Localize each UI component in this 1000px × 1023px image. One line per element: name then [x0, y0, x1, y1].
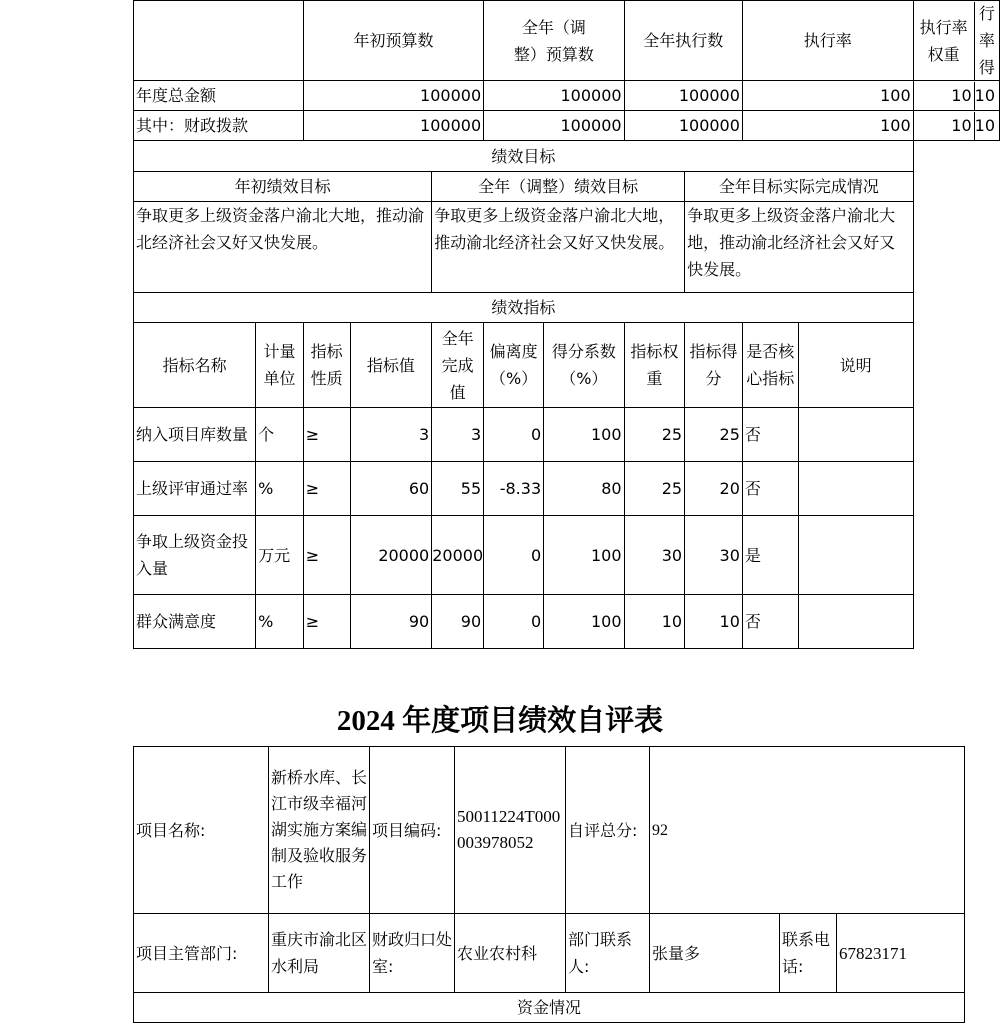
- ind-note: [798, 595, 913, 649]
- table-row: [134, 595, 1000, 649]
- row-initial: 100000: [303, 111, 483, 141]
- ind-header-nature: [303, 323, 350, 408]
- goal-adjusted-text: 争取更多上级资金落户渝北大地，推动渝北经济社会又好又快发展。: [432, 202, 685, 293]
- goals-section-title: 绩效目标: [134, 141, 914, 172]
- ind-core: 否: [742, 408, 798, 462]
- row-score: 10: [974, 85, 995, 105]
- table-row: [134, 81, 1000, 111]
- ind-value: 60: [350, 462, 432, 516]
- ind-deviation: 0: [484, 516, 544, 595]
- ind-deviation: 0: [484, 408, 544, 462]
- ind-header-coef-line1: 得分系数: [551, 342, 616, 361]
- ind-score: 10: [685, 595, 743, 649]
- goal-initial-text: 争取更多上级资金落户渝北大地，推动渝北经济社会又好又快发展。: [134, 202, 432, 293]
- row-weight: 10: [914, 112, 975, 140]
- project-name-label: 项目名称:: [134, 747, 269, 914]
- header-adjusted-line1: 全年（调: [521, 17, 586, 37]
- ind-header-score: [685, 323, 743, 408]
- row-executed: 100000: [624, 111, 742, 141]
- ind-header-unit-line1: 计量: [263, 342, 296, 361]
- header-adjusted-line2: 整）预算数: [513, 44, 594, 64]
- ind-header-weight-line2: 重: [646, 369, 663, 388]
- header-blank-cell: [134, 1, 304, 81]
- ind-header-score-line1: 指标得: [689, 342, 738, 361]
- ind-deviation: -8.33: [484, 462, 544, 516]
- ind-header-unit: [256, 323, 304, 408]
- header-initial-budget-label: 年初预算数: [353, 31, 434, 50]
- ind-value: 90: [350, 595, 432, 649]
- project-code-value: 50011224T000003978052: [455, 747, 566, 914]
- ind-header-name: 指标名称: [134, 323, 256, 408]
- ind-unit: 万元: [256, 516, 304, 595]
- ind-completed: 20000: [432, 516, 484, 595]
- ind-header-deviation-line2: （%）: [490, 369, 538, 388]
- ind-value: 3: [350, 408, 432, 462]
- table-row: [134, 516, 1000, 595]
- ind-weight: 25: [624, 462, 685, 516]
- ind-header-nature-line2: 性质: [310, 369, 343, 388]
- ind-nature: ≥: [303, 462, 350, 516]
- ind-weight: 25: [624, 408, 685, 462]
- ind-header-deviation-line1: 偏离度: [489, 342, 538, 361]
- ind-score: 20: [685, 462, 743, 516]
- goal-actual-text: 争取更多上级资金落户渝北大地，推动渝北经济社会又好又快发展。: [685, 202, 914, 293]
- project-code-label: 项目编码:: [370, 747, 455, 914]
- table-row: [134, 408, 1000, 462]
- ind-coef: 100: [544, 516, 624, 595]
- header-rate-weight: [913, 1, 999, 81]
- row-weight-score: [913, 111, 999, 141]
- row-weight: 10: [914, 82, 975, 110]
- self-score-label: 自评总分:: [566, 747, 650, 914]
- header-rate-weight-line1: 执行率: [919, 17, 968, 37]
- ind-note: [798, 408, 913, 462]
- ind-header-completed-line1: 全年: [441, 328, 474, 348]
- ind-weight: 10: [624, 595, 685, 649]
- phone-value: 67823171: [837, 914, 965, 993]
- self-score-value: 92: [650, 747, 965, 914]
- table-row: [134, 462, 1000, 516]
- ind-name: 群众满意度: [134, 595, 256, 649]
- ind-nature: ≥: [303, 516, 350, 595]
- header-initial-budget: [303, 1, 483, 81]
- ind-header-unit-line2: 单位: [263, 369, 296, 388]
- ind-coef: 80: [544, 462, 624, 516]
- ind-header-core-line2: 心指标: [746, 369, 795, 388]
- ind-header-completed: [432, 323, 484, 408]
- ind-header-completed-line3: 值: [449, 382, 466, 402]
- header-rate-score: [975, 2, 999, 80]
- ind-unit: %: [256, 595, 304, 649]
- ind-unit: %: [256, 462, 304, 516]
- row-label: 其中：财政拨款: [134, 111, 304, 141]
- row-rate: 100: [742, 81, 913, 111]
- ind-header-note: 说明: [798, 323, 913, 408]
- project-name-value: 新桥水库、长江市级幸福河湖实施方案编制及验收服务工作: [269, 747, 370, 914]
- finance-office-label: 财政归口处室:: [370, 914, 455, 993]
- row-adjusted: 100000: [484, 111, 624, 141]
- row-label: 年度总金额: [134, 81, 304, 111]
- row-adjusted: 100000: [484, 81, 624, 111]
- contact-label: 部门联系人:: [566, 914, 650, 993]
- ind-weight: 30: [624, 516, 685, 595]
- header-execution-rate: [742, 1, 913, 81]
- row-rate: 100: [742, 111, 913, 141]
- ind-note: [798, 462, 913, 516]
- ind-core: 否: [742, 595, 798, 649]
- row-score: 10: [974, 115, 995, 135]
- header-rate-weight-line2: 权重: [927, 44, 960, 64]
- self-evaluation-title: 2024 年度项目绩效自评表: [336, 705, 664, 737]
- ind-coef: 100: [544, 595, 624, 649]
- indicators-section-title: 绩效指标: [134, 293, 914, 323]
- ind-header-coef-line2: （%）: [560, 369, 608, 388]
- dept-value: 重庆市渝北区水利局: [269, 914, 370, 993]
- ind-unit: 个: [256, 408, 304, 462]
- header-annual-execution: [624, 1, 742, 81]
- goals-header-initial: 年初绩效目标: [134, 172, 432, 202]
- ind-nature: ≥: [303, 408, 350, 462]
- ind-deviation: 0: [484, 595, 544, 649]
- ind-header-weight-line1: 指标权: [630, 342, 679, 361]
- ind-core: 是: [742, 516, 798, 595]
- contact-value: 张量多: [650, 914, 780, 993]
- budget-performance-table: [133, 0, 1000, 649]
- ind-completed: 90: [432, 595, 484, 649]
- ind-header-value: 指标值: [350, 323, 432, 408]
- ind-score: 30: [685, 516, 743, 595]
- ind-nature: ≥: [303, 595, 350, 649]
- ind-completed: 55: [432, 462, 484, 516]
- project-info-table: [133, 746, 965, 1023]
- ind-note: [798, 516, 913, 595]
- ind-header-core: [742, 323, 798, 408]
- ind-header-deviation: [484, 323, 544, 408]
- ind-core: 否: [742, 462, 798, 516]
- ind-name: 纳入项目库数量: [134, 408, 256, 462]
- header-execution-rate-label: 执行率: [803, 31, 852, 50]
- ind-value: 20000: [350, 516, 432, 595]
- phone-label: 联系电话:: [780, 914, 837, 993]
- ind-score: 25: [685, 408, 743, 462]
- header-rate-score-line2: 得: [978, 58, 995, 77]
- ind-header-weight: [624, 323, 685, 408]
- dept-label: 项目主管部门:: [134, 914, 269, 993]
- ind-name: 争取上级资金投入量: [134, 516, 256, 595]
- header-adjusted-budget: [484, 1, 624, 81]
- row-executed: 100000: [624, 81, 742, 111]
- ind-header-coef: [544, 323, 624, 408]
- row-initial: 100000: [303, 81, 483, 111]
- ind-header-completed-line2: 完成: [441, 355, 474, 375]
- funds-section-title: 资金情况: [134, 993, 965, 1023]
- ind-header-nature-line1: 指标: [310, 342, 343, 361]
- ind-header-core-line1: 是否核: [746, 342, 795, 361]
- ind-name: 上级评审通过率: [134, 462, 256, 516]
- ind-coef: 100: [544, 408, 624, 462]
- finance-office-value: 农业农村科: [455, 914, 566, 993]
- goals-header-adjusted: 全年（调整）绩效目标: [432, 172, 685, 202]
- ind-completed: 3: [432, 408, 484, 462]
- header-rate-score-line1: 行率: [978, 4, 995, 50]
- header-annual-execution-label: 全年执行数: [643, 31, 724, 50]
- table-row: [134, 111, 1000, 141]
- ind-header-score-line2: 分: [705, 369, 722, 388]
- goals-header-actual: 全年目标实际完成情况: [685, 172, 914, 202]
- row-weight-score: [913, 81, 999, 111]
